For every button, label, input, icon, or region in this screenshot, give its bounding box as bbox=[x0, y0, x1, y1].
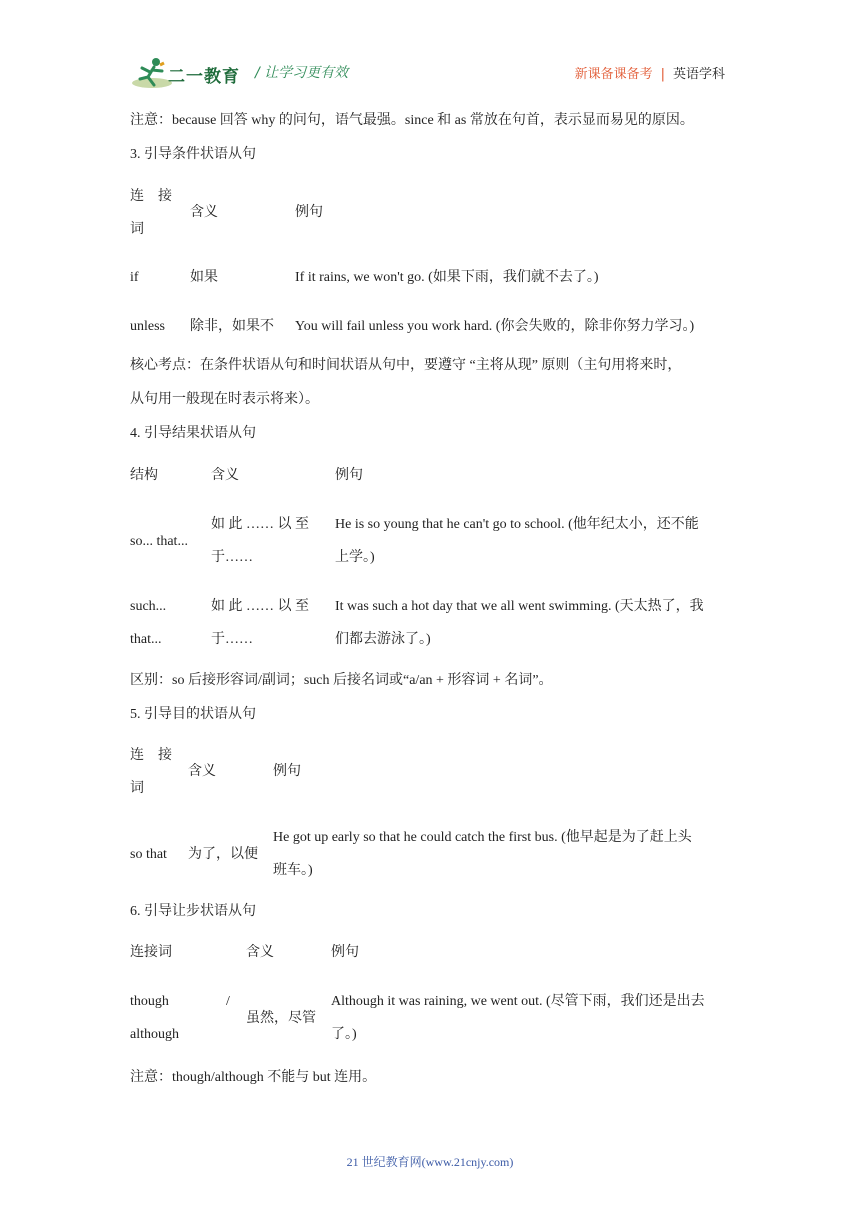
header-right bbox=[575, 63, 725, 82]
s3-header-connective-line2: 词 bbox=[130, 222, 144, 237]
s4-row2-meaning-line1: 如 此 …… 以 至 bbox=[211, 599, 309, 614]
s4-row2-structure bbox=[130, 590, 166, 656]
s5-row1-example-line1: He got up early so that he could catch the first bus. (他早起是为了赶上头 bbox=[273, 830, 692, 845]
s5-header-example: 例句 bbox=[273, 764, 301, 779]
s6-header-connective: 连接词 bbox=[130, 945, 172, 960]
s5-row1-example bbox=[273, 821, 692, 887]
s4-row2-example-line2: 们都去游泳了。) bbox=[335, 632, 431, 647]
logo-text: 二一教育 bbox=[168, 67, 240, 87]
s3-row1-meaning: 如果 bbox=[190, 270, 218, 285]
s4-header-meaning: 含义 bbox=[211, 468, 239, 483]
note-though-although: 注意：though/although 不能与 but 连用。 bbox=[130, 1070, 377, 1085]
s5-row1-example-line2: 班车。) bbox=[273, 863, 313, 878]
s6-row1-connective-line2: although bbox=[130, 1027, 179, 1042]
s6-row1-example bbox=[331, 985, 705, 1051]
s4-row1-example bbox=[335, 508, 699, 574]
header-course-label: 新课备课备考 bbox=[574, 67, 653, 82]
s4-header-structure: 结构 bbox=[130, 468, 158, 483]
section-6-title: 6. 引导让步状语从句 bbox=[130, 904, 256, 919]
s5-header-connective-line2: 词 bbox=[130, 781, 144, 796]
core-point-line2: 从句用一般现在时表示将来）。 bbox=[130, 392, 319, 407]
s3-row2-meaning: 除非，如果不 bbox=[190, 319, 274, 334]
header-subject-label: 英语学科 bbox=[672, 67, 725, 82]
s4-row2-meaning bbox=[211, 590, 309, 656]
header-separator: | bbox=[660, 67, 665, 82]
s3-row2-connective: unless bbox=[130, 319, 165, 334]
s6-row1-connective-line1: though bbox=[130, 994, 169, 1009]
s3-row2-example: You will fail unless you work hard. (你会失败的，除非你努力学习。) bbox=[295, 319, 695, 334]
s4-row2-meaning-line2: 于…… bbox=[211, 632, 253, 647]
s4-header-example: 例句 bbox=[335, 468, 363, 483]
s4-row1-example-line1: He is so young that he can't go to school. (他年纪太小，还不能 bbox=[335, 517, 699, 532]
s6-row1-connective bbox=[130, 985, 179, 1051]
s4-row1-example-line2: 上学。) bbox=[335, 550, 375, 565]
s3-header-connective-line1: 连 接 bbox=[130, 189, 172, 204]
slogan: / 让学习更有效 bbox=[255, 65, 349, 81]
s5-header-meaning: 含义 bbox=[188, 764, 216, 779]
s5-header-connective-line1: 连 接 bbox=[130, 748, 172, 763]
note-because: 注意：because 回答 why 的问句，语气最强。since 和 as 常放在句首，表示显而易见的原因。 bbox=[130, 113, 694, 128]
section-4-title: 4. 引导结果状语从句 bbox=[130, 426, 256, 441]
s5-header-connective bbox=[130, 739, 172, 805]
s4-row2-example bbox=[335, 590, 704, 656]
s5-row1-connective: so that bbox=[130, 847, 167, 862]
core-point-line1: 核心考点：在条件状语从句和时间状语从句中，要遵守 “主将从现” 原则（主句用将来时， bbox=[130, 358, 682, 373]
so-such-difference: 区别：so 后接形容词/副词；such 后接名词或“a/an + 形容词 + 名词”。 bbox=[130, 673, 553, 688]
s4-row1-meaning-line2: 于…… bbox=[211, 550, 253, 565]
s4-row1-structure: so... that... bbox=[130, 534, 188, 549]
s4-row1-meaning-line1: 如 此 …… 以 至 bbox=[211, 517, 309, 532]
s3-header-connective bbox=[130, 180, 172, 246]
s6-header-example: 例句 bbox=[331, 945, 359, 960]
s3-row1-example: If it rains, we won't go. (如果下雨，我们就不去了。) bbox=[295, 270, 599, 285]
s6-row1-slash: / bbox=[226, 994, 230, 1009]
s5-row1-meaning: 为了，以便 bbox=[188, 847, 258, 862]
s4-row2-structure-line1: such... bbox=[130, 599, 167, 614]
s6-row1-example-line2: 了。) bbox=[331, 1027, 357, 1042]
page-header bbox=[0, 0, 860, 100]
section-3-title: 3. 引导条件状语从句 bbox=[130, 147, 256, 162]
section-5-title: 5. 引导目的状语从句 bbox=[130, 707, 256, 722]
s3-header-meaning: 含义 bbox=[190, 205, 218, 220]
s3-header-example: 例句 bbox=[295, 205, 323, 220]
s6-row1-example-line1: Although it was raining, we went out. (尽管下雨，我们还是出去 bbox=[331, 994, 705, 1009]
s4-row2-structure-line2: that... bbox=[130, 632, 162, 647]
s6-row1-meaning: 虽然，尽管 bbox=[246, 1011, 316, 1026]
s4-row2-example-line1: It was such a hot day that we all went swimming. (天太热了，我 bbox=[335, 599, 704, 614]
s4-row1-meaning bbox=[211, 508, 309, 574]
s3-row1-connective: if bbox=[130, 270, 139, 285]
s6-header-meaning: 含义 bbox=[246, 945, 274, 960]
page-footer: 21 世纪教育网(www.21cnjy.com) bbox=[346, 1155, 514, 1169]
